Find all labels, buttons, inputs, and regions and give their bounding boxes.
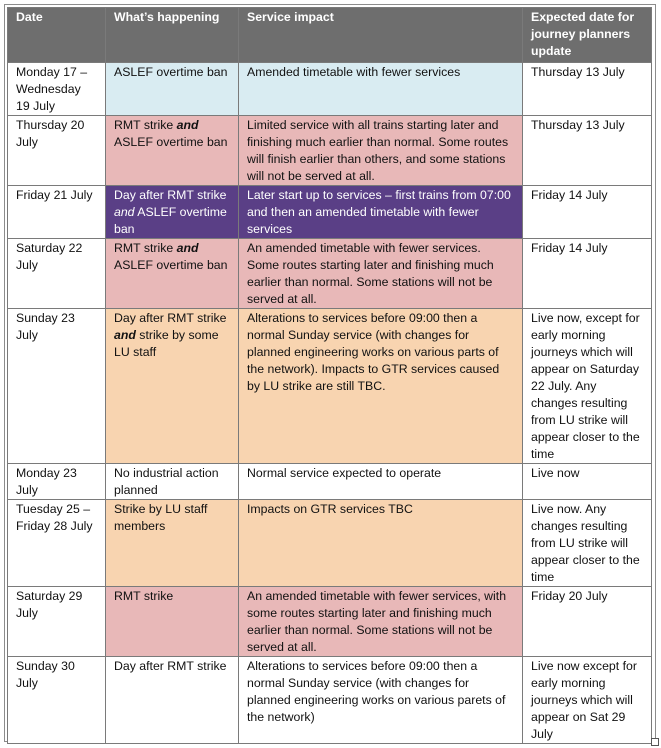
cell-whats-happening: Day after RMT strike and ASLEF overtime ban — [106, 186, 239, 239]
cell-update-date: Friday 14 July — [523, 239, 652, 309]
header-service-impact: Service impact — [239, 8, 523, 63]
cell-date: Thursday 20 July — [8, 116, 106, 186]
cell-whats-happening: Day after RMT strike — [106, 657, 239, 744]
cell-service-impact: Amended timetable with fewer services — [239, 63, 523, 116]
cell-whats-happening: Strike by LU staff members — [106, 500, 239, 587]
cell-date: Sunday 30 July — [8, 657, 106, 744]
cell-service-impact: An amended timetable with fewer services. Some routes starting later and finishing much earlier than normal. Some stations will not be served at all. — [239, 239, 523, 309]
cell-date: Friday 21 July — [8, 186, 106, 239]
table-row — [8, 63, 652, 116]
cell-update-date: Friday 20 July — [523, 587, 652, 657]
table-row — [8, 464, 652, 500]
cell-whats-happening: RMT strike and ASLEF overtime ban — [106, 116, 239, 186]
cell-service-impact: Limited service with all trains starting later and finishing much earlier than normal. Some routes will finish earlier than others, and some stations will not be served at all. — [239, 116, 523, 186]
table-row — [8, 309, 652, 464]
cell-whats-happening: No industrial action planned — [106, 464, 239, 500]
table-row — [8, 239, 652, 309]
resize-handle[interactable] — [651, 738, 659, 746]
header-date: Date — [8, 8, 106, 63]
cell-date: Monday 23 July — [8, 464, 106, 500]
table-header-row — [8, 8, 652, 63]
cell-update-date: Live now, except for early morning journeys which will appear on Saturday 22 July. Any changes resulting from LU strike will appear closer to the time — [523, 309, 652, 464]
table-row — [8, 587, 652, 657]
cell-date: Saturday 22 July — [8, 239, 106, 309]
table-row — [8, 500, 652, 587]
cell-whats-happening: RMT strike — [106, 587, 239, 657]
header-journey-planner-update: Expected date for journey planners update — [523, 8, 652, 63]
cell-whats-happening: Day after RMT strike and strike by some LU staff — [106, 309, 239, 464]
cell-service-impact: An amended timetable with fewer services, with some routes starting later and finishing much earlier than normal. Some stations will not be served at all. — [239, 587, 523, 657]
cell-service-impact: Normal service expected to operate — [239, 464, 523, 500]
cell-service-impact: Impacts on GTR services TBC — [239, 500, 523, 587]
cell-update-date: Friday 14 July — [523, 186, 652, 239]
cell-date: Tuesday 25 – Friday 28 July — [8, 500, 106, 587]
table-row — [8, 657, 652, 744]
cell-update-date: Live now except for early morning journeys which will appear on Sat 29 July — [523, 657, 652, 744]
cell-service-impact: Alterations to services before 09:00 then a normal Sunday service (with changes for planned engineering works on various parets of the network) — [239, 657, 523, 744]
table-row — [8, 116, 652, 186]
header-whats-happening: What’s happening — [106, 8, 239, 63]
cell-update-date: Thursday 13 July — [523, 116, 652, 186]
cell-update-date: Thursday 13 July — [523, 63, 652, 116]
cell-date: Saturday 29 July — [8, 587, 106, 657]
cell-date: Monday 17 – Wednesday 19 July — [8, 63, 106, 116]
cell-update-date: Live now — [523, 464, 652, 500]
cell-service-impact: Later start up to services – first trains from 07:00 and then an amended timetable with fewer services — [239, 186, 523, 239]
cell-whats-happening: RMT strike and ASLEF overtime ban — [106, 239, 239, 309]
cell-service-impact: Alterations to services before 09:00 then a normal Sunday service (with changes for planned engineering works on various parts of the network). Impacts to GTR services caused by LU strike are still TBC. — [239, 309, 523, 464]
cell-update-date: Live now. Any changes resulting from LU strike will appear closer to the time — [523, 500, 652, 587]
cell-whats-happening: ASLEF overtime ban — [106, 63, 239, 116]
table-row — [8, 186, 652, 239]
industrial-action-table — [7, 7, 652, 744]
cell-date: Sunday 23 July — [8, 309, 106, 464]
